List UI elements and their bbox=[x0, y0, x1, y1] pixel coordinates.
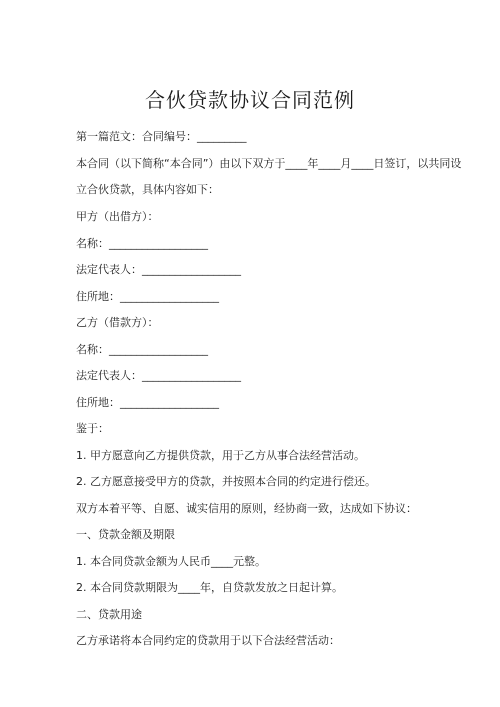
document-title: 合伙贷款协议合同范例 bbox=[145, 88, 355, 112]
agreement-preamble: 双方本着平等、自愿、诚实信用的原则，经协商一致，达成如下协议： bbox=[76, 502, 417, 515]
intro-paragraph-line-1: 本合同（以下简称“本合同”）由以下双方于____年____月____日签订，以共同设 bbox=[76, 157, 462, 170]
party-b-legal-representative: 法定代表人：__________________ bbox=[76, 369, 241, 382]
contract-number-line: 第一篇范文：合同编号：_________ bbox=[76, 130, 247, 143]
section-1-item-1: 1. 本合同贷款金额为人民币____元整。 bbox=[76, 555, 266, 568]
party-b-heading: 乙方（借款方）： bbox=[76, 316, 159, 329]
section-1-heading: 一、贷款金额及期限 bbox=[76, 528, 175, 541]
party-a-name: 名称：__________________ bbox=[76, 237, 208, 250]
whereas-heading: 鉴于： bbox=[76, 422, 109, 435]
party-a-legal-representative: 法定代表人：__________________ bbox=[76, 263, 241, 276]
section-2-heading: 二、贷款用途 bbox=[76, 608, 142, 621]
party-b-address: 住所地：__________________ bbox=[76, 396, 219, 409]
party-a-heading: 甲方（出借方）： bbox=[76, 210, 159, 223]
intro-paragraph-line-2: 立合伙贷款，具体内容如下： bbox=[76, 183, 219, 196]
party-a-address: 住所地：__________________ bbox=[76, 290, 219, 303]
whereas-item-1: 1. 甲方愿意向乙方提供贷款，用于乙方从事合法经营活动。 bbox=[76, 449, 365, 462]
section-1-item-2: 2. 本合同贷款期限为____年，自贷款发放之日起计算。 bbox=[76, 581, 343, 594]
party-b-name: 名称：__________________ bbox=[76, 343, 208, 356]
section-2-paragraph: 乙方承诺将本合同约定的贷款用于以下合法经营活动： bbox=[76, 634, 340, 647]
whereas-item-2: 2. 乙方愿意接受甲方的贷款，并按照本合同的约定进行偿还。 bbox=[76, 475, 376, 488]
